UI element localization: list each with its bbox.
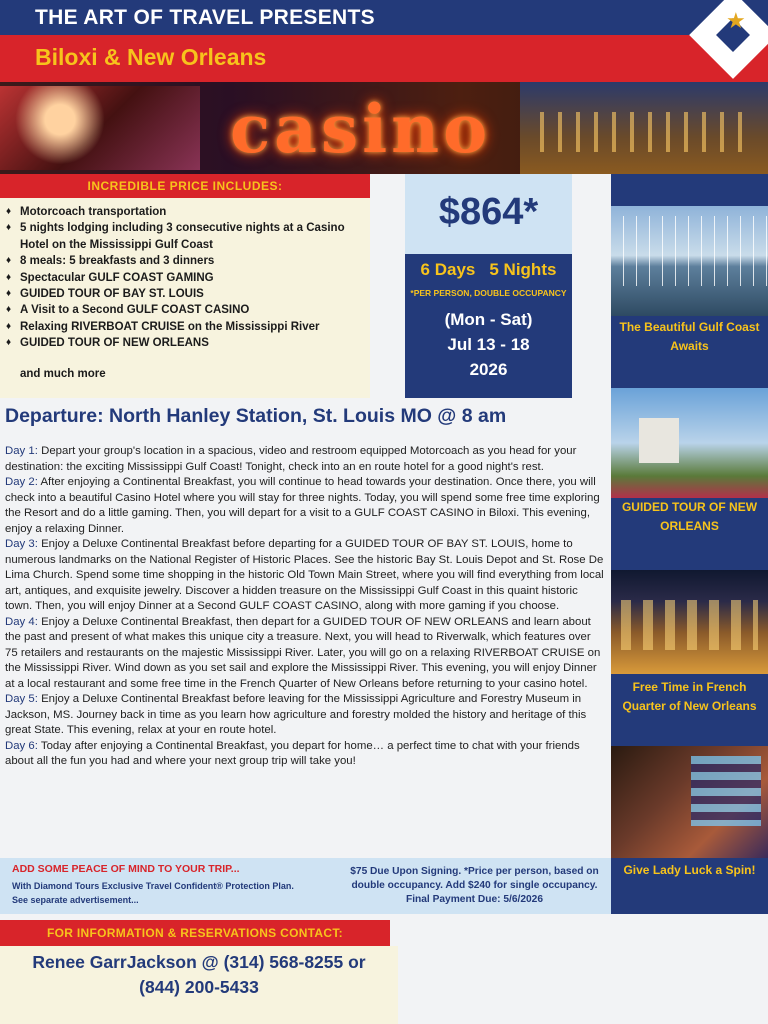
contact-heading: FOR INFORMATION & RESERVATIONS CONTACT: [47,926,343,940]
french-quarter-photo [611,570,768,674]
includes-item: ♦ 8 meals: 5 breakfasts and 3 dinners [6,253,366,269]
includes-item: ♦ Motorcoach transportation [6,204,366,220]
day-text: Today after enjoying a Continental Breakfast, you depart for home… a perfect time to chat with your friends about all the fun you had and where your next group trip will take you! [5,739,580,767]
day-label: Day 5: [5,693,38,705]
includes-item: ♦ A Visit to a Second GULF COAST CASINO [6,302,366,318]
day-text: Enjoy a Deluxe Continental Breakfast before leaving for the Mississippi Agriculture and Forestry Museum in Jackson, MS. Journey back in time as you learn how agriculture and forestry molded the history and heritage of this great State. This evening, relax at your en route hotel. [5,693,587,736]
casino-sign-text: casino [230,90,492,168]
includes-item: ♦ GUIDED TOUR OF NEW ORLEANS [6,335,366,351]
boat-masts-graphic [611,216,768,286]
day-text: Depart your group's location in a spacious, video and restroom equipped Motorcoach as you head for your destination: the exciting Mississippi Gulf Coast! Tonight, check into an en route hotel for a good night's rest. [5,445,577,473]
day-label: Day 2: [5,476,38,488]
includes-item: ♦ Relaxing RIVERBOAT CRUISE on the Mississippi River [6,319,366,335]
includes-item: ♦ 5 nights lodging including 3 consecutive nights at a Casino Hotel on the Mississippi Gulf Coast [6,220,366,253]
includes-list [6,204,366,352]
itinerary [5,444,605,770]
neon-lights-graphic [0,86,200,170]
protection-plan-heading: ADD SOME PEACE OF MIND TO YOUR TRIP... [12,863,240,875]
protection-plan-line: See separate advertisement... [12,895,139,905]
protection-plan-line: With Diamond Tours Exclusive Travel Confident® Protection Plan. [12,881,294,891]
protection-plan-text [12,879,332,907]
contact-phone: (844) 200-5433 [139,977,259,997]
itinerary-day [5,739,605,770]
includes-item: ♦ Spectacular GULF COAST GAMING [6,270,366,286]
payment-terms [338,865,611,907]
payment-terms-panel [338,858,611,914]
payment-terms-line: $75 Due Upon Signing. *Price per person, based on [350,866,599,877]
day-label: Day 4: [5,615,38,628]
trip-dates [405,307,572,382]
lit-windows-graphic [621,600,758,650]
trip-length-panel [405,254,572,398]
casino-banner-photo [0,82,768,174]
slot-screens-graphic [691,756,761,826]
harbor-photo [611,206,768,316]
caption-guided-tour: GUIDED TOUR OF NEW ORLEANS [621,500,758,533]
caption-lady-luck: Give Lady Luck a Spin! [623,863,756,877]
day-label: Day 3: [5,538,38,550]
day-text: Enjoy a Deluxe Continental Breakfast, then depart for a GUIDED TOUR OF NEW ORLEANS and learn about the past and present of what makes this unique city a treasure. Next, you will head to Riverwalk, which features over 75 retailers and restaurants on the majestic Mississippi River. Later, you will go on a relaxing RIVERBOAT CRUISE on the Mississippi River. Wind down as you set sail and explore the Mississippi River. This evening, you will enjoy Dinner at a local restaurant and some free time in the French Quarter of New Orleans before returning to your casino hotel. [5,615,601,690]
payment-terms-line: double occupancy. Add $240 for single occupancy. [351,880,598,891]
trip-days: 6 Days [420,260,476,279]
includes-heading-bar [0,174,370,198]
caption-gulf-coast: The Beautiful Gulf Coast Awaits [619,320,760,353]
payment-terms-line: Final Payment Due: 5/6/2026 [405,894,544,905]
cathedral-graphic [639,418,679,463]
includes-panel [0,198,370,398]
protection-plan-panel [0,858,338,914]
header-bar [0,0,768,35]
day-label: Day 6: [5,739,38,752]
contact-heading-bar [0,920,390,946]
page-subtitle: Biloxi & New Orleans [35,44,267,70]
trip-weekdays: (Mon - Sat) [444,310,533,329]
cathedral-photo [611,388,768,498]
star-icon: ★ [726,8,746,33]
contact-info [0,950,398,1000]
itinerary-day [5,692,605,739]
subtitle-bar [0,35,768,82]
itinerary-day [5,475,605,537]
trip-length [405,260,572,280]
includes-heading: INCREDIBLE PRICE INCLUDES: [87,179,283,193]
occupancy-note: *PER PERSON, DOUBLE OCCUPANCY [410,288,567,298]
day-label: Day 1: [5,445,38,457]
includes-more: and much more [20,368,106,380]
balcony-lights-graphic [540,112,750,152]
price-panel [405,174,572,254]
includes-item: ♦ GUIDED TOUR OF BAY ST. LOUIS [6,286,366,302]
itinerary-day [5,615,605,693]
slot-machines-photo [611,746,768,858]
trip-nights: 5 Nights [489,260,557,279]
contact-line: Renee GarrJackson @ (314) 568-8255 or [32,952,366,972]
price-amount: $864* [438,191,539,233]
page-title: THE ART OF TRAVEL PRESENTS [35,6,375,29]
contact-panel [0,946,398,1024]
caption-french-quarter: Free Time in French Quarter of New Orleans [622,680,757,713]
trip-year: 2026 [469,360,508,379]
trip-date-range: Jul 13 - 18 [447,335,530,354]
day-text: Enjoy a Deluxe Continental Breakfast before departing for a GUIDED TOUR OF BAY ST. LOUIS, home to numerous landmarks on the National Register of Historic Places. See the historic Bay St. Louis Depot and St. Rose De Lima Church. Spend some time shopping in the historic Old Town Main Street, where you will find everything from local art, antiques, and exquisite jewelry. Discover a hidden treasure on the Mississippi Gulf Coast in this quaint historic town. Then, you will enjoy Dinner at a Second GULF COAST CASINO, along with more gaming if you choose. [5,538,604,612]
itinerary-day [5,537,605,615]
day-text: After enjoying a Continental Breakfast, you will continue to head towards your destination. Once there, you will check into a beautiful Casino Hotel where you will stay for three nights. Today, you will spend some free time exploring the Resort and do a little gaming. Then, you will depart for a visit to a GULF COAST CASINO in Biloxi. This evening, enjoy a relaxing Dinner. [5,476,600,535]
itinerary-day [5,444,605,475]
departure-heading: Departure: North Hanley Station, St. Louis MO @ 8 am [5,405,507,427]
